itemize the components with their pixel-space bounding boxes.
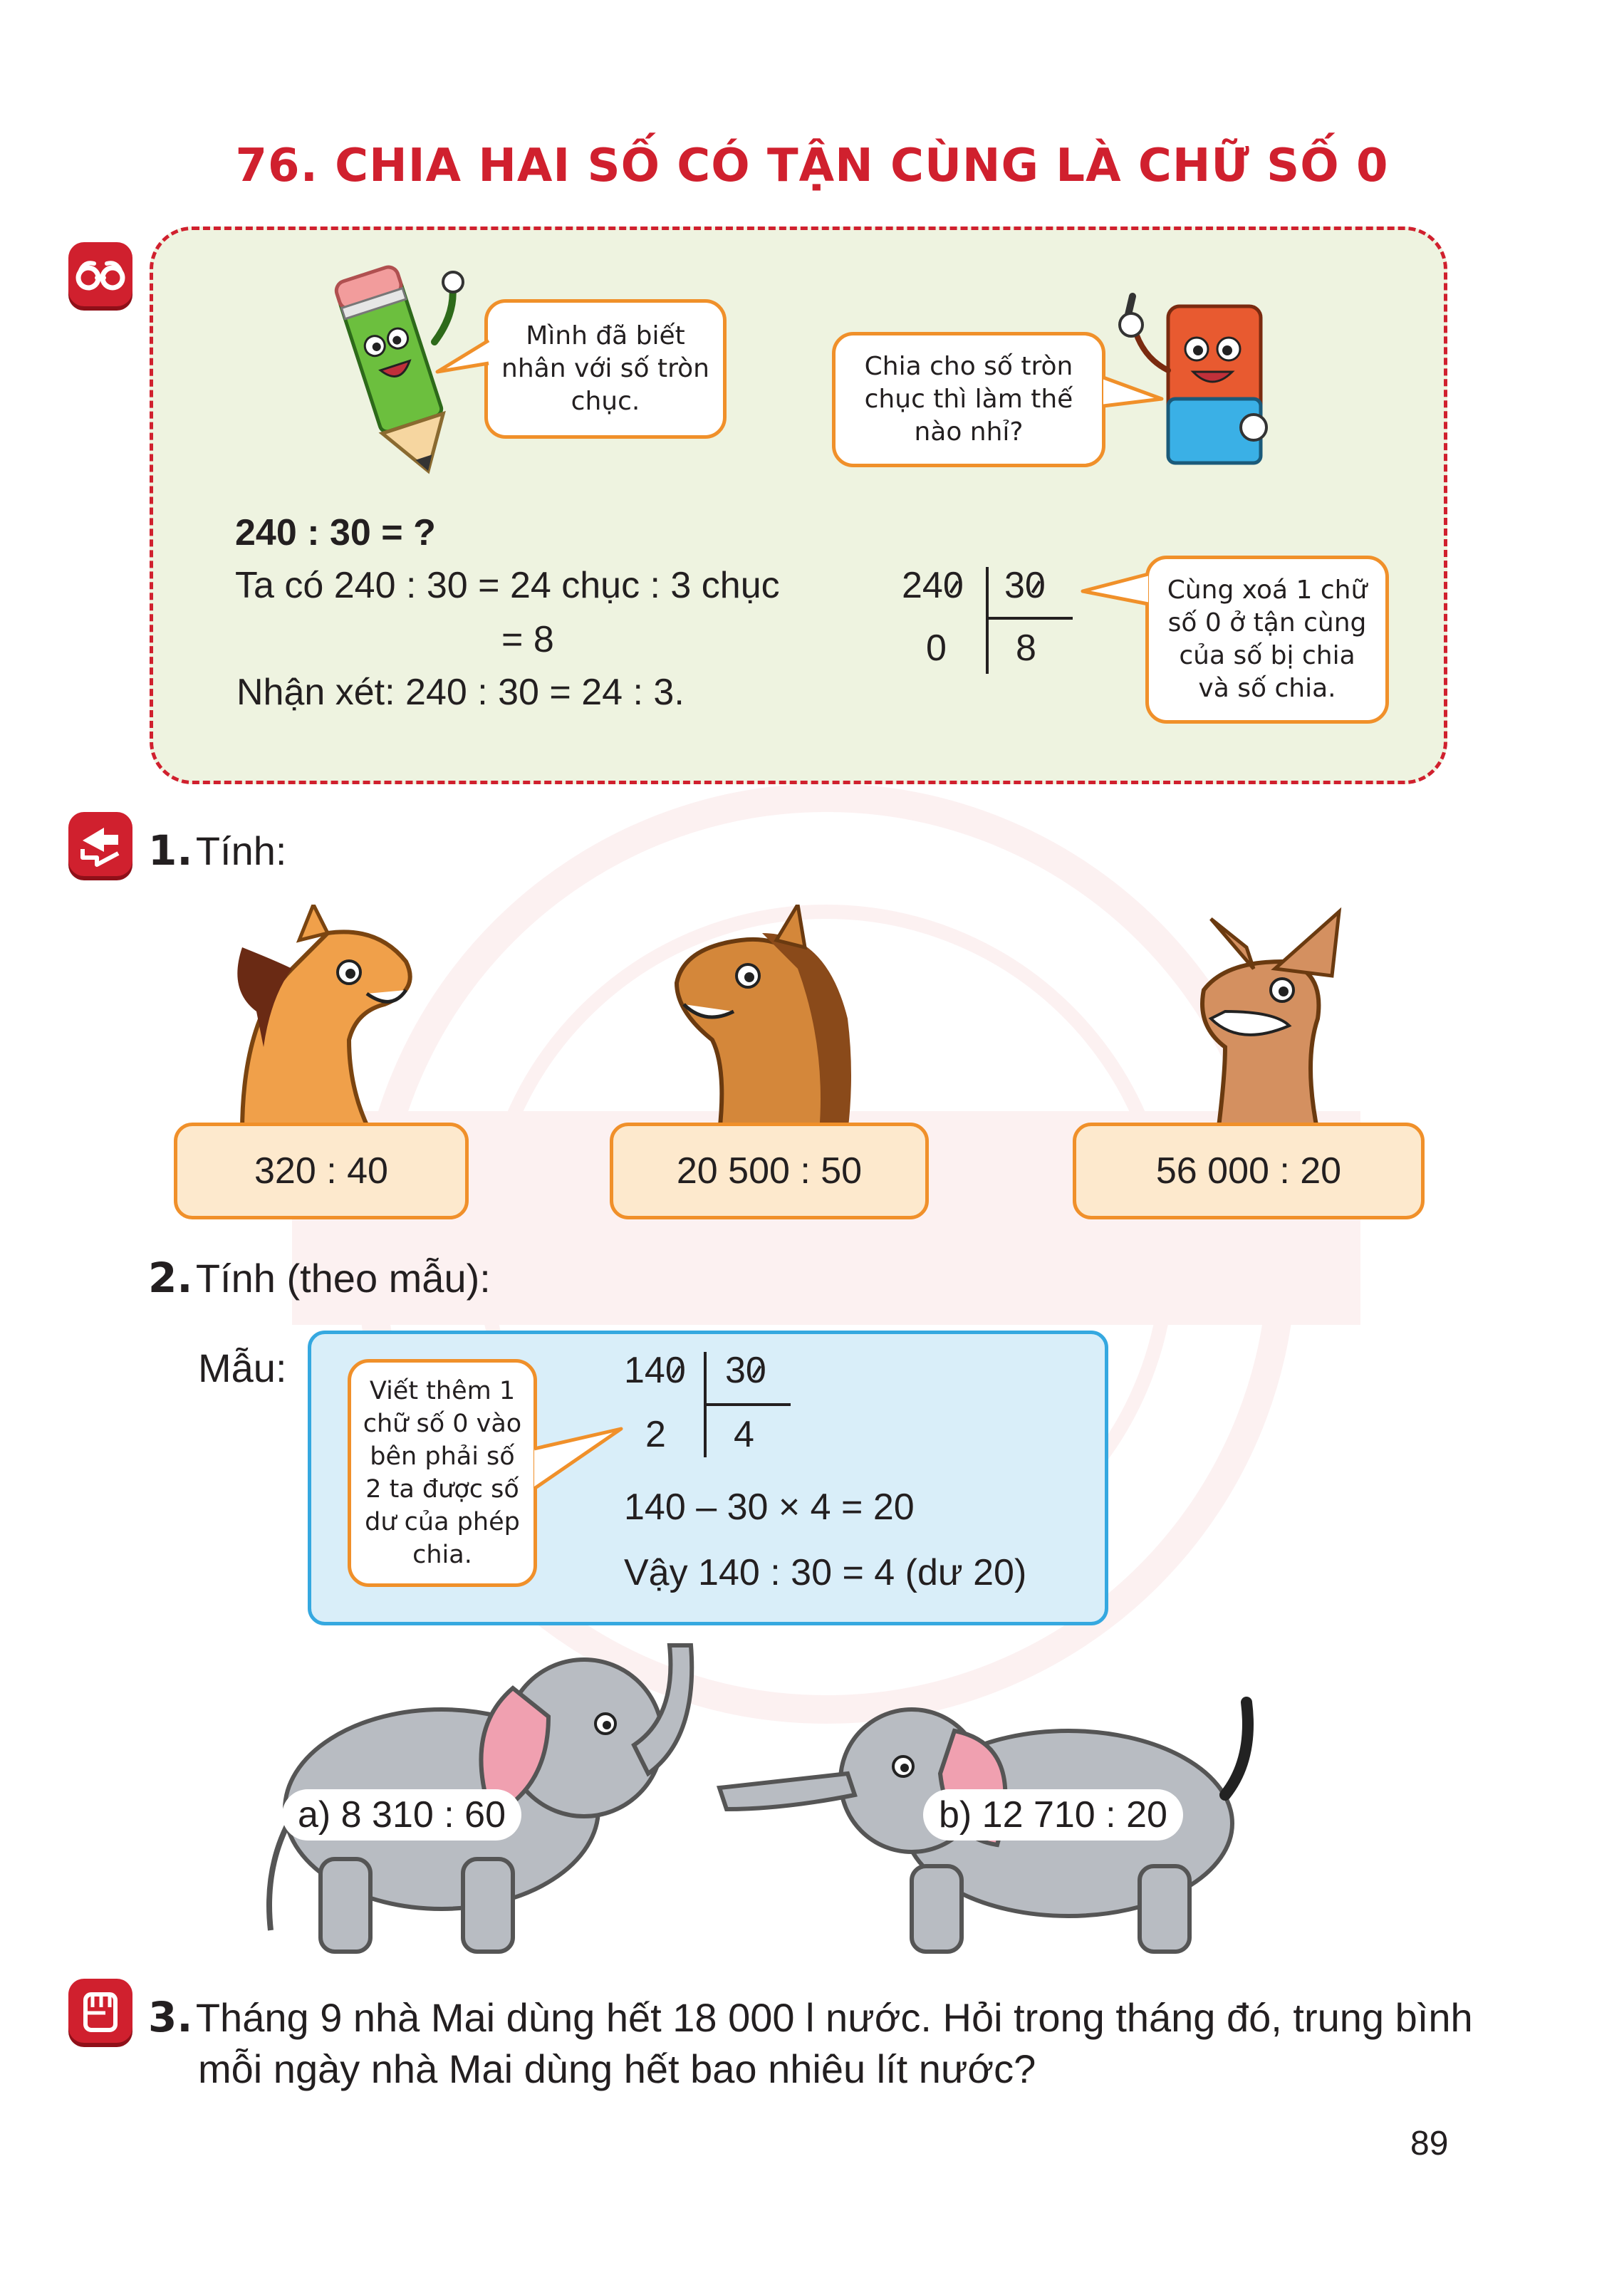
speech-bubble-tail bbox=[1080, 570, 1151, 613]
page-number: 89 bbox=[1410, 2125, 1449, 2162]
horse-2 bbox=[655, 905, 883, 1133]
q1-item-1: 320 : 40 bbox=[174, 1123, 469, 1219]
division-horizontal-line bbox=[705, 1403, 791, 1406]
q3-text-line-1: Tháng 9 nhà Mai dùng hết 18 000 l nước. Hỏi trong tháng đó, trung bình bbox=[195, 1995, 1473, 2040]
intro-dividend bbox=[902, 564, 964, 607]
sample-remainder: 2 bbox=[645, 1414, 666, 1455]
divisor-digits: 3 bbox=[1004, 565, 1025, 606]
q1-heading bbox=[148, 826, 286, 875]
donkey bbox=[1168, 905, 1396, 1133]
intro-line-3: Nhận xét: 240 : 30 = 24 : 3. bbox=[236, 672, 685, 713]
q1-item-2: 20 500 : 50 bbox=[610, 1123, 929, 1219]
division-vertical-line bbox=[986, 567, 989, 674]
q3-text-line-2: mỗi ngày nhà Mai dùng hết bao nhiêu lít nước? bbox=[198, 2046, 1036, 2091]
sample-divisor bbox=[725, 1349, 766, 1392]
intro-quotient: 8 bbox=[1016, 628, 1036, 669]
fist-icon bbox=[68, 1979, 132, 2043]
struck-zero: 0 bbox=[942, 565, 964, 606]
struck-zero: 0 bbox=[665, 1350, 686, 1391]
divisor-digits: 3 bbox=[725, 1350, 746, 1391]
q1-label: Tính: bbox=[195, 828, 287, 873]
intro-question: 240 : 30 = ? bbox=[235, 512, 436, 553]
sample-dividend bbox=[624, 1349, 686, 1392]
q2-item-a: a) 8 310 : 60 bbox=[282, 1789, 521, 1841]
hands-icon bbox=[68, 812, 132, 876]
sample-quotient: 4 bbox=[734, 1414, 754, 1455]
glasses-icon bbox=[68, 242, 132, 306]
speech-bubble-tail bbox=[434, 335, 491, 385]
eraser-character bbox=[1111, 292, 1282, 484]
dividend-digits: 14 bbox=[624, 1350, 665, 1391]
q2-number: 2. bbox=[148, 1254, 193, 1302]
struck-zero: 0 bbox=[745, 1350, 766, 1391]
intro-line-2: = 8 bbox=[501, 619, 554, 660]
sample-note-bubble: Viết thêm 1 chữ số 0 vào bên phải số 2 ta được số dư của phép chia. bbox=[348, 1359, 537, 1587]
page-title: 76. CHIA HAI SỐ CÓ TẬN CÙNG LÀ CHỮ SỐ 0 bbox=[235, 140, 1389, 192]
sample-result: Vậy 140 : 30 = 4 (dư 20) bbox=[624, 1552, 1027, 1593]
q3-number: 3. bbox=[148, 1993, 193, 2041]
division-horizontal-line bbox=[987, 617, 1073, 620]
dividend-digits: 24 bbox=[902, 565, 943, 606]
q2-item-b: b) 12 710 : 20 bbox=[923, 1789, 1183, 1841]
speech-bubble-eraser: Chia cho số tròn chục thì làm thế nào nhỉ? bbox=[832, 332, 1105, 467]
q1-item-3: 56 000 : 20 bbox=[1073, 1123, 1425, 1219]
sample-check: 140 – 30 × 4 = 20 bbox=[624, 1487, 915, 1528]
horse-1 bbox=[214, 905, 427, 1133]
intro-divisor bbox=[1004, 564, 1046, 607]
speech-bubble-note: Cùng xoá 1 chữ số 0 ở tận cùng của số bị chia và số chia. bbox=[1145, 556, 1389, 724]
sample-label: Mẫu: bbox=[198, 1345, 287, 1390]
intro-remainder: 0 bbox=[926, 628, 947, 669]
intro-line-1: Ta có 240 : 30 = 24 chục : 3 chục bbox=[235, 565, 780, 606]
speech-bubble-pencil: Mình đã biết nhân với số tròn chục. bbox=[484, 299, 727, 439]
q2-label: Tính (theo mẫu): bbox=[195, 1256, 491, 1301]
q2-heading bbox=[148, 1254, 491, 1302]
q3-heading bbox=[148, 1993, 1473, 2041]
speech-bubble-tail bbox=[531, 1425, 624, 1503]
q1-number: 1. bbox=[148, 826, 193, 875]
struck-zero: 0 bbox=[1024, 565, 1046, 606]
